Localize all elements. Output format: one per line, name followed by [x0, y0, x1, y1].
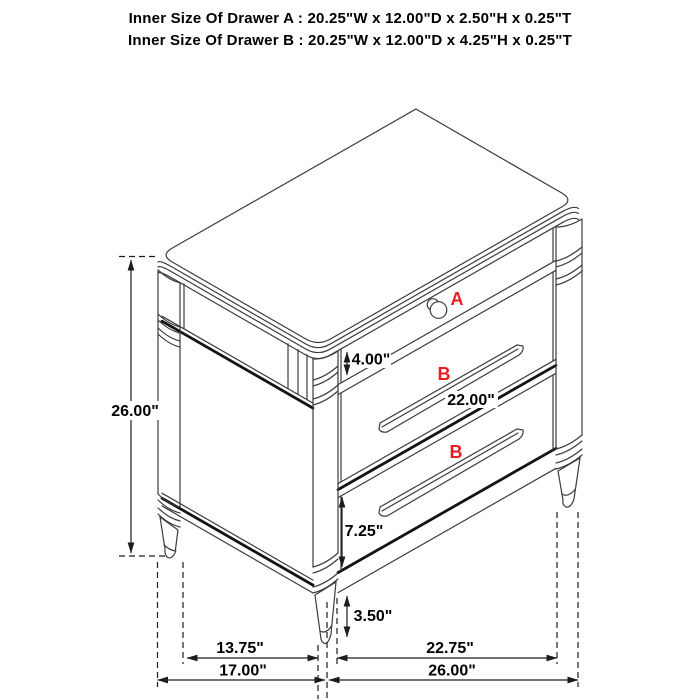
right-corner-post [556, 219, 582, 469]
side-bottom-dark-edge [162, 498, 313, 585]
dim-label-leg-span-front: 22.75" [426, 640, 474, 657]
left-corner-post [158, 270, 180, 527]
right-front-leg [558, 458, 580, 507]
dim-label-overall-depth: 17.00" [219, 662, 267, 680]
dim-label-overall-width: 26.00" [428, 662, 476, 680]
drawer-a-knob [427, 299, 447, 319]
nightstand-top [158, 109, 579, 359]
left-rear-leg [160, 517, 178, 558]
drawer-b-bottom-label: B [449, 442, 463, 462]
drawer-a-label: A [450, 289, 464, 309]
inner-size-drawer-a-text: Inner Size Of Drawer A : 20.25"W x 12.00"D x 2.50"H x 0.25"T [128, 10, 572, 27]
dim-label-drawer-a-height: 4.00" [351, 351, 391, 369]
knob-face [430, 302, 447, 319]
drawer-b-middle-label: B [437, 364, 451, 384]
side-panel-top-dark-edge [162, 321, 313, 408]
dim-label-drawer-b-height: 7.25" [344, 523, 384, 540]
top-surface [166, 109, 568, 343]
dim-label-leg-span-side: 13.75" [216, 640, 264, 657]
side-bottom-rail-line [162, 493, 313, 580]
dim-label-overall-height: 26.00" [111, 403, 159, 420]
front-corner-post [313, 351, 338, 593]
dim-label-handle-length: 22.00" [447, 392, 495, 409]
inner-size-drawer-b-text: Inner Size Of Drawer B : 20.25"W x 12.00"D x 4.25"H x 0.25"T [128, 32, 572, 49]
dim-label-leg-height: 3.50" [353, 608, 393, 625]
side-frame-bottom-edge [162, 506, 313, 593]
drawer-b2-bottom-dark-edge [338, 448, 556, 572]
